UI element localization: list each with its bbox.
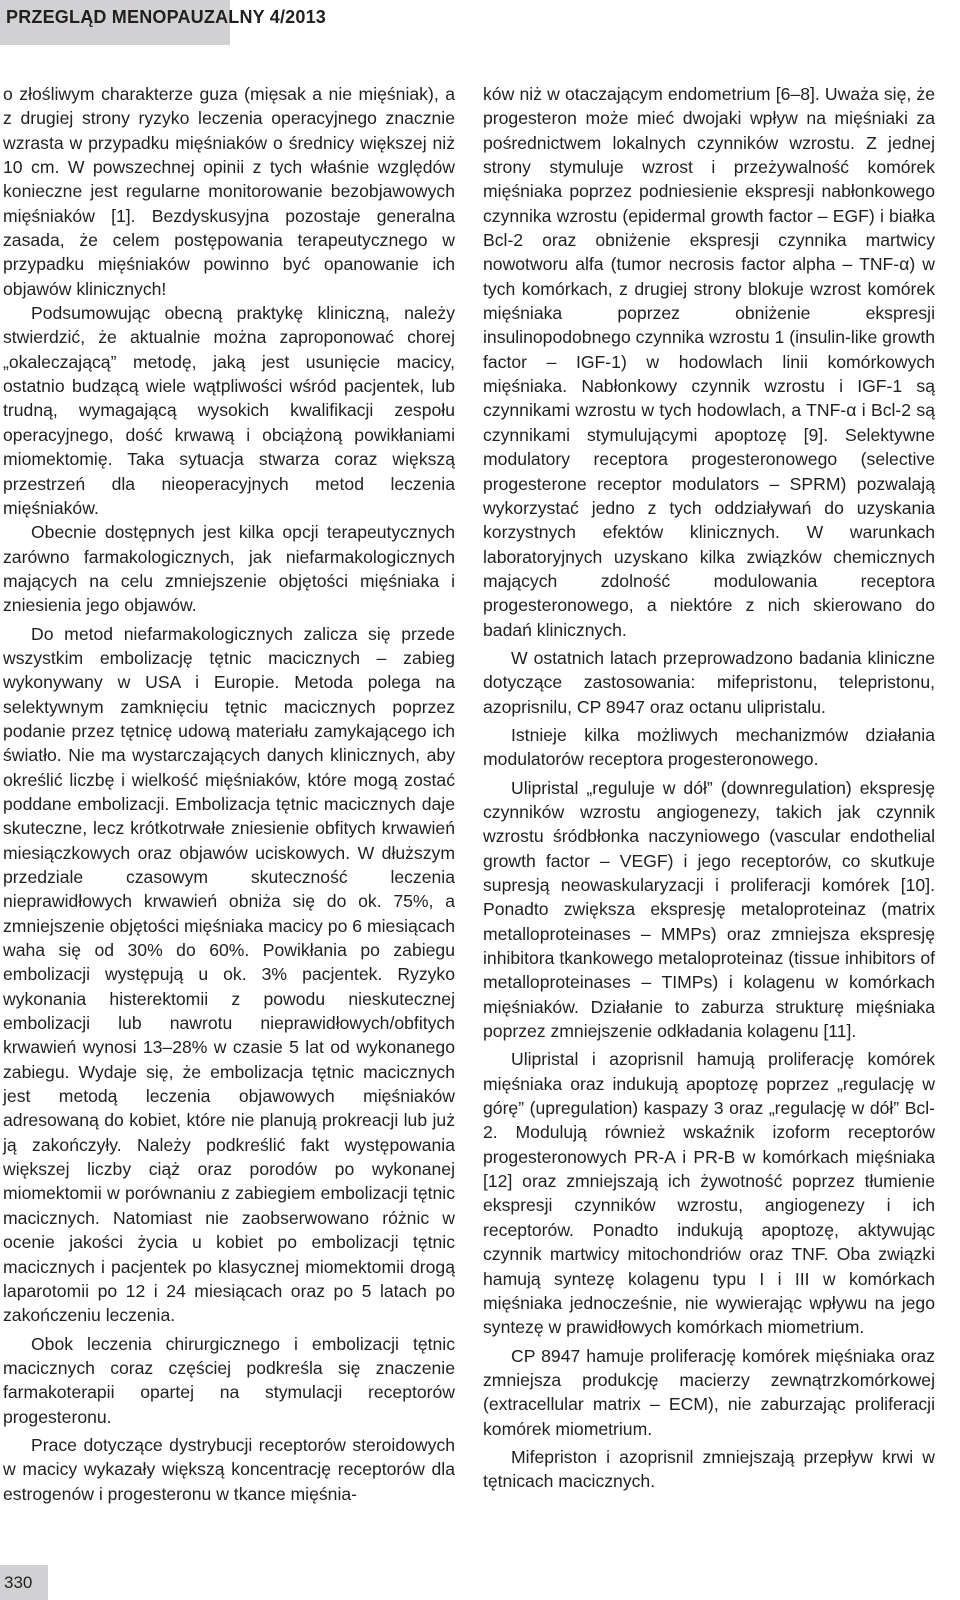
paragraph: Istnieje kilka możliwych mechanizmów działania modulatorów receptora progesteronowego. [483,724,935,770]
journal-header [0,0,326,45]
left-text-column [3,82,455,1506]
paragraph: CP 8947 hamuje proliferację komórek mięśniaka oraz zmniejsza produkcję macierzy zewnątrzkomórkowej (extracellular matrix – ECM), nie zaburzając proliferacji komórek miometrium. [483,1345,935,1439]
paragraph: Do metod niefarmakologicznych zalicza się przede wszystkim embolizację tętnic macicznych – zabieg wykonywany w USA i Europie. Metoda polega na selektywnym zamknięciu tętnic macicznych poprzez podanie przez tętnicę udową materiału zamykającego ich światło. Nie ma wystarczających danych klinicznych, aby określić liczbę i wielkość mięśniaków, które mogą zostać poddane embolizacji. Embolizacja tętnic macicznych daje skuteczne, lecz krótkotrwałe zniesienie obfitych krwawień miesiączkowych oraz objawów uciskowych. W dłuższym przedziale czasowym skuteczność leczenia nieprawidłowych krwawień obniża się do ok. 75%, a zmniejszenie objętości mięśniaka macicy po 6 miesiącach waha się od 30% do 60%. Powikłania po zabiegu embolizacji występują u ok. 3% pacjentek. Ryzyko wykonania histerektomii z powodu nieskutecznej embolizacji lub nawrotu nieprawidłowych/obfitych krwawień wynosi 13–28% w czasie 5 lat od wykonanego zabiegu. Wydaje się, że embolizacja tętnic macicznych jest metodą leczenia objawowych mięśniaków adresowaną do kobiet, które nie planują prokreacji lub już ją zakończyły. Należy podkreślić fakt występowania większej liczby ciąż oraz porodów po wykonanej miomektomii w porównaniu z zabiegiem embolizacji tętnic macicznych. Natomiast nie zaobserwowano różnic w ocenie jakości życia u kobiet po embolizacji tętnic macicznych i pacjentek po klasycznej miomektomii drogą laparotomii po 12 i 24 miesiącach oraz po 5 latach po zakończeniu leczenia. [3,623,455,1326]
paragraph: Podsumowując obecną praktykę kliniczną, należy stwierdzić, że aktualnie można zaproponować chorej „okaleczającą” metodę, jaką jest usunięcie macicy, ostatnio budzącą wiele wątpliwości wśród pacjentek, lub trudną, wymagającą wysokich kwalifikacji zespołu operacyjnego, dość krwawą i obciążoną powikłaniami miomektomię. Taka sytuacja stwarza coraz większą przestrzeń dla nieoperacyjnych metod leczenia mięśniaków. [3,303,455,518]
paragraph: Ulipristal i azoprisnil hamują proliferację komórek mięśniaka oraz indukują apoptozę poprzez „regulację w górę” (upregulation) kaspazy 3 oraz „regulację w dół” Bcl-2. Modulują również wskaźnik izoform receptorów progesteronowych PR-A i PR-B w komórkach mięśniaka [12] oraz zmniejszają ich żywotność poprzez tłumienie ekspresji czynników wzrostu, angiogenezy i ich receptorów. Ponadto indukują apoptozę, aktywując czynnik martwicy mitochondriów oraz TNF. Oba związki hamują syntezę kolagenu typu I i III w komórkach mięśniaka jednocześnie, nie wywierając wpływu na jego syntezę w prawidłowych komórkach miometrium. [483,1049,935,1338]
paragraph: Ulipristal „reguluje w dół” (downregulation) ekspresję czynników wzrostu angiogenezy, takich jak czynnik wzrostu śródbłonka naczyniowego (vascular endothelial growth factor – VEGF) i jego receptorów, co skutkuje supresją neowaskularyzacji i proliferacji komórek [10]. Ponadto zwiększa ekspresję metaloproteinaz (matrix metalloproteinases – MMPs) oraz zmniejsza ekspresję inhibitora tkankowego metaloproteinaz (tissue inhibitors of metalloproteinases – TIMPs) i kolagenu w komórkach mięśniaków. Działanie to zaburza strukturę mięśniaka poprzez zmniejszenie odkładania kolagenu [11]. [483,777,935,1042]
page-number-box [0,1565,48,1600]
paragraph: Mifepriston i azoprisnil zmniejszają przepływ krwi w tętnicach macicznych. [483,1446,935,1492]
paragraph: W ostatnich latach przeprowadzono badania kliniczne dotyczące zastosowania: mifepristonu, telepristonu, azoprisnilu, CP 8947 oraz octanu ulipristalu. [483,647,935,717]
paragraph: o złośliwym charakterze guza (mięsak a nie mięśniak), a z drugiej strony ryzyko leczenia operacyjnego znacznie wzrasta w przypadku mięśniaków o średnicy większej niż 10 cm. W powszechnej opinii z tych właśnie względów konieczne jest regularne monitorowanie bezobjawowych mięśniaków [1]. Bezdyskusyjna pozostaje generalna zasada, że celem postępowania terapeutycznego w przypadku mięśniaków powinno być opanowanie ich objawów klinicznych! [3,84,455,299]
paragraph: Obecnie dostępnych jest kilka opcji terapeutycznych zarówno farmakologicznych, jak niefarmakologicznych mających na celu zmniejszenie objętości mięśniaka i zniesienia jego objawów. [3,522,455,616]
page-number: 330 [4,1573,33,1592]
right-text-column [483,82,935,1494]
journal-title: PRZEGLĄD MENOPAUZALNY 4/2013 [6,7,326,27]
paragraph: Obok leczenia chirurgicznego i embolizacji tętnic macicznych coraz częściej podkreśla się znaczenie farmakoterapii opartej na stymulacji receptorów progesteronu. [3,1333,455,1427]
paragraph: Prace dotyczące dystrybucji receptorów steroidowych w macicy wykazały większą koncentrację receptorów dla estrogenów i progesteronu w tkance mięśnia- [3,1434,455,1504]
paragraph: ków niż w otaczającym endometrium [6–8]. Uważa się, że progesteron może mieć dwojaki wpływ na mięśniaki za pośrednictwem lokalnych czynników wzrostu. Z jednej strony stymuluje wzrost i przeżywalność komórek mięśniaka poprzez podniesienie ekspresji nabłonkowego czynnika wzrostu (epidermal growth factor – EGF) i białka Bcl-2 oraz obniżenie ekspresji czynnika martwicy nowotworu alfa (tumor necrosis factor alpha – TNF-α) w tych komórkach, z drugiej strony blokuje wzrost komórek mięśniaka poprzez obniżenie ekspresji insulinopodobnego czynnika wzrostu 1 (insulin-like growth factor – IGF-1) w hodowlach linii komórkowych mięśniaka. Nabłonkowy czynnik wzrostu i IGF-1 są czynnikami wzrostu w tych hodowlach, a TNF-α i Bcl-2 są czynnikami stymulującymi apoptozę [9]. Selektywne modulatory receptora progesteronowego (selective progesterone receptor modulators – SPRM) pozwalają wykorzystać jedno z tych oddziaływań do uzyskania korzystnych efektów klinicznych. W warunkach laboratoryjnych uzyskano kilka związków chemicznych mających zdolność modulowania receptora progesteronowego, a niektóre z nich skierowano do badań klinicznych. [483,84,935,640]
